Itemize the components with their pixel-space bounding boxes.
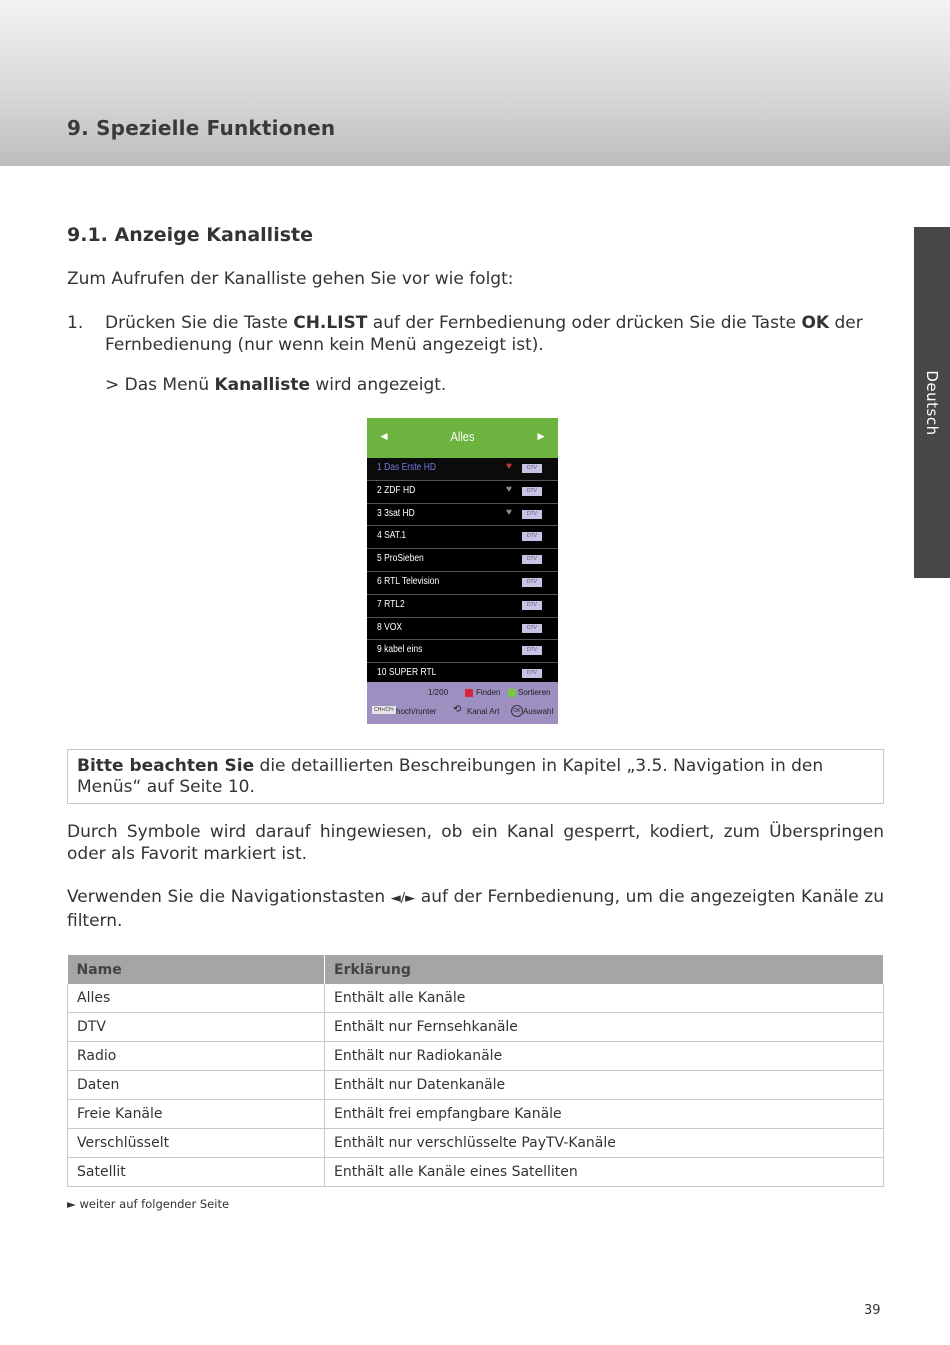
explanation-cell: Enthält alle Kanäle eines Satelliten — [325, 1158, 884, 1187]
column-header: Name — [68, 955, 325, 984]
channel-list-screen — [367, 418, 558, 724]
table-body — [68, 984, 884, 1187]
name-cell: Satellit — [68, 1158, 325, 1187]
name-cell: Verschlüsselt — [68, 1129, 325, 1158]
right-arrow-icon[interactable]: ► — [535, 429, 547, 443]
channel-row[interactable] — [367, 640, 558, 663]
table-row — [68, 1042, 884, 1071]
green-key-icon — [508, 689, 516, 697]
dtv-badge: DTV — [522, 669, 542, 678]
name-cell: Radio — [68, 1042, 325, 1071]
favorite-heart-icon: ♥ — [506, 483, 512, 495]
dtv-badge: DTV — [522, 646, 542, 655]
continued-note: ► weiter auf folgender Seite — [67, 1197, 230, 1211]
channel-list-header — [367, 418, 558, 458]
nav-text: auf der Fernbedienung, um die angezeigten Kanäle zu filtern. — [67, 887, 885, 931]
note-box — [67, 749, 884, 804]
channel-row[interactable] — [367, 595, 558, 618]
key-chlist: CH.LIST — [293, 313, 368, 333]
sort-label[interactable]: Sortieren — [518, 688, 551, 697]
language-tab-label: Deutsch — [923, 369, 941, 436]
page-number: 39 — [864, 1303, 881, 1318]
symbols-paragraph: Durch Symbole wird darauf hingewiesen, ob ein Kanal gesperrt, kodiert, zum Überspringen oder als Favorit markiert ist. — [67, 822, 884, 864]
result-suffix: wird angezeigt. — [309, 375, 447, 395]
name-cell: DTV — [68, 1013, 325, 1042]
key-ok: OK — [801, 313, 830, 333]
page-header — [0, 0, 950, 166]
table-row — [68, 1013, 884, 1042]
ok-key-icon: OK — [511, 705, 523, 717]
table-row — [68, 984, 884, 1013]
step-number: 1. — [67, 313, 84, 333]
result-prefix: > Das Menü — [105, 375, 215, 395]
channel-name: 8 VOX — [377, 621, 403, 633]
menu-name: Kanalliste — [214, 375, 310, 395]
note-text: die detaillierten Beschreibungen in Kapitel „3.5. Navigation in den Menüs“ auf Seite 10. — [77, 756, 824, 797]
channel-row[interactable] — [367, 572, 558, 595]
chch-key-icon: CH+/CH- — [374, 707, 395, 713]
channel-row[interactable] — [367, 549, 558, 572]
channel-row[interactable] — [367, 526, 558, 549]
table-row — [68, 1071, 884, 1100]
dtv-badge: DTV — [522, 487, 542, 496]
explanation-cell: Enthält alle Kanäle — [325, 984, 884, 1013]
explanation-cell: Enthält nur Fernsehkanäle — [325, 1013, 884, 1042]
name-cell: Freie Kanäle — [68, 1100, 325, 1129]
explanation-cell: Enthält frei empfangbare Kanäle — [325, 1100, 884, 1129]
chch-label: hoch/runter — [396, 707, 437, 716]
channel-name: 3 3sat HD — [377, 507, 415, 519]
dtv-badge: DTV — [522, 532, 542, 541]
channel-row[interactable] — [367, 504, 558, 527]
ok-label: Auswahl — [523, 707, 554, 716]
table-header-row — [68, 955, 884, 984]
chapter-title: 9. Spezielle Funktionen — [67, 116, 336, 140]
step-text — [105, 312, 885, 356]
intro-text: Zum Aufrufen der Kanalliste gehen Sie vor wie folgt: — [67, 269, 514, 289]
favorite-heart-icon: ♥ — [506, 461, 512, 472]
channel-name: 9 kabel eins — [377, 644, 423, 656]
explanation-cell: Enthält nur Radiokanäle — [325, 1042, 884, 1071]
channel-name: 5 ProSieben — [377, 553, 424, 565]
nav-text: Verwenden Sie die Navigationstasten — [67, 887, 391, 907]
type-key-icon: ⟲ — [453, 704, 462, 715]
step-text-part: der Fernbedienung (nur wenn kein Menü angezeigt ist). — [105, 313, 863, 355]
table-row — [68, 1100, 884, 1129]
find-label[interactable]: Finden — [476, 688, 501, 697]
dtv-badge: DTV — [522, 601, 542, 610]
channel-row[interactable] — [367, 618, 558, 641]
column-header: Erklärung — [325, 955, 884, 984]
channel-row[interactable] — [367, 458, 558, 481]
type-label: Kanal Art — [467, 707, 500, 716]
table-row — [68, 1129, 884, 1158]
explanation-cell: Enthält nur Datenkanäle — [325, 1071, 884, 1100]
channel-rows — [367, 458, 558, 686]
name-cell: Daten — [68, 1071, 325, 1100]
step-text-part: auf der Fernbedienung oder drücken Sie die Taste — [367, 313, 802, 333]
favorite-heart-icon: ♥ — [506, 506, 512, 518]
dtv-badge: DTV — [522, 464, 542, 473]
channel-row[interactable] — [367, 481, 558, 504]
section-title: 9.1. Anzeige Kanalliste — [67, 224, 313, 246]
explanation-cell: Enthält nur verschlüsselte PayTV-Kanäle — [325, 1129, 884, 1158]
channel-name: 1 Das Erste HD — [377, 462, 437, 473]
dtv-badge: DTV — [522, 624, 542, 633]
dtv-badge: DTV — [522, 555, 542, 564]
left-arrow-icon[interactable]: ◄ — [378, 429, 390, 443]
step-result — [105, 374, 446, 396]
language-tab — [914, 227, 950, 578]
red-key-icon — [465, 689, 473, 697]
channel-name: 2 ZDF HD — [377, 484, 416, 496]
page-indicator: 1/200 — [428, 688, 449, 697]
filter-title: Alles — [450, 429, 475, 444]
nav-arrows-icon: ◄/► — [390, 891, 416, 906]
channel-name: 6 RTL Television — [377, 575, 440, 587]
channel-name: 7 RTL2 — [377, 598, 405, 610]
channel-name: 10 SUPER RTL — [377, 667, 437, 679]
step-text-part: Drücken Sie die Taste — [105, 313, 294, 333]
filter-table — [67, 955, 884, 1187]
dtv-badge: DTV — [522, 510, 542, 519]
note-bold: Bitte beachten Sie — [77, 756, 255, 776]
table-row — [68, 1158, 884, 1187]
dtv-badge: DTV — [522, 578, 542, 587]
navigation-paragraph — [67, 886, 884, 932]
channel-name: 4 SAT.1 — [377, 530, 407, 542]
name-cell: Alles — [68, 984, 325, 1013]
channel-list-footer — [367, 682, 558, 724]
